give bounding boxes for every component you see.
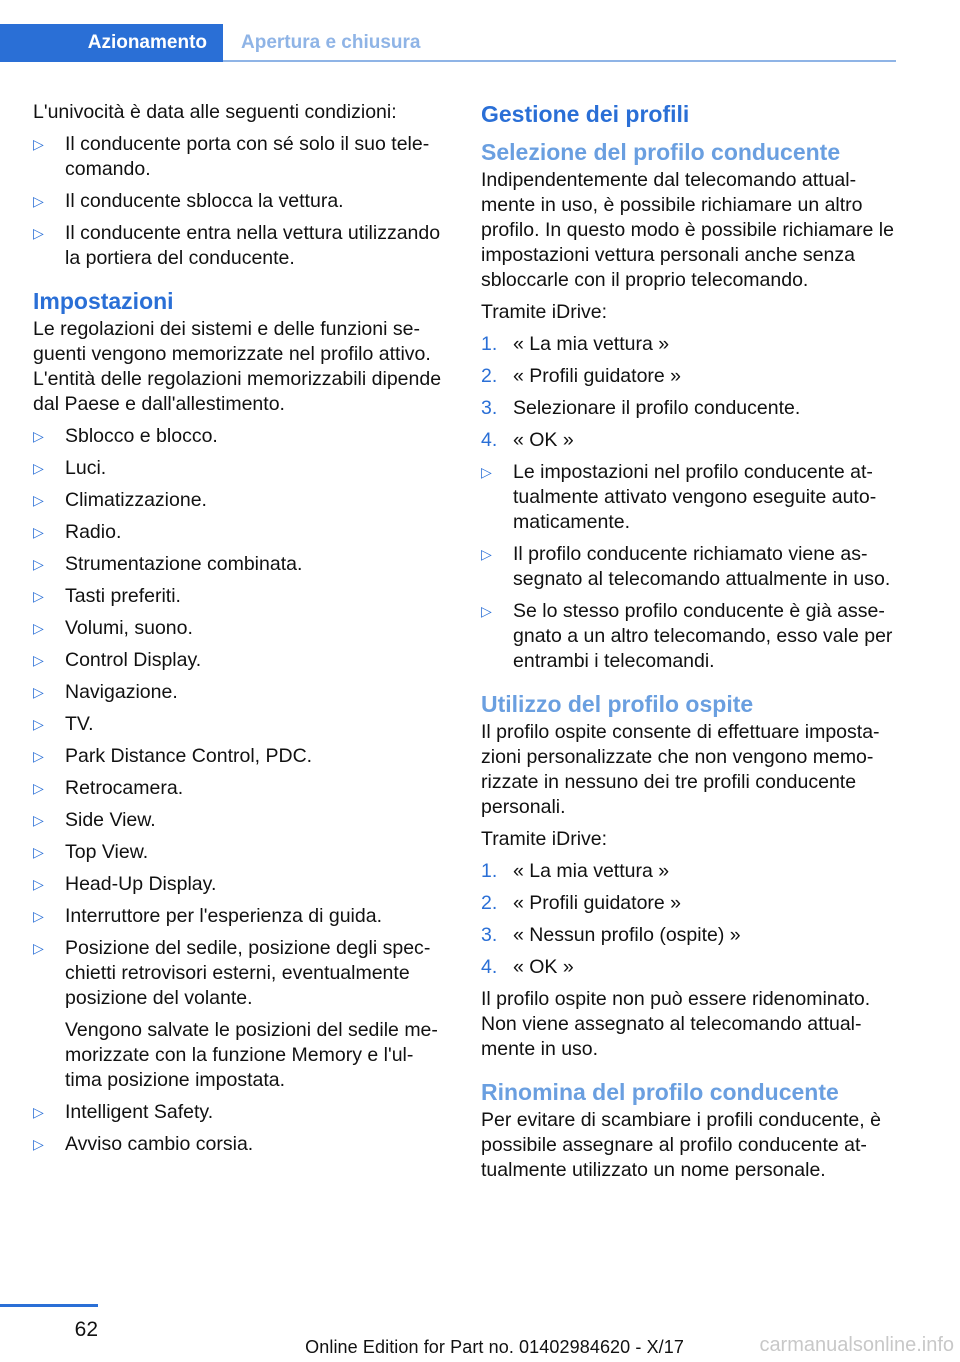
steps-list (481, 332, 897, 453)
list-item: ▷ Il conducente porta con sé solo il suo telecomando. (33, 133, 430, 180)
seat-subtext: Vengono salvate le posizioni del sedile memorizzate con la funzione Memory e l'ultima posizione impostata. (65, 1019, 438, 1091)
list-item: ▷ Luci. (33, 457, 107, 479)
step-number: 1. (481, 333, 498, 355)
list-item: ▷ Il conducente sblocca la vettura. (33, 190, 344, 212)
list-item: ▷ Intelligent Safety. (33, 1101, 214, 1123)
watermark: carmanualsonline.info (759, 1334, 954, 1356)
triangle-bullet-icon: ▷ (33, 716, 44, 732)
list-item: 4. « OK » (481, 429, 574, 451)
step-number: 3. (481, 397, 498, 419)
impostazioni-heading: Impostazioni (33, 288, 174, 314)
notes-list (481, 460, 897, 674)
list-item: 3. « Nessun profilo (ospite) » (481, 924, 741, 946)
list-item: 2. « Profili guidatore » (481, 365, 682, 387)
selezione-heading: Selezione del profilo conducente (481, 139, 841, 165)
tab-azionamento[interactable]: Azionamento (0, 24, 223, 62)
triangle-bullet-icon: ▷ (33, 876, 44, 892)
rinomina-heading: Rinomina del profilo conducente (481, 1079, 839, 1105)
triangle-bullet-icon: ▷ (481, 603, 492, 619)
rinomina-text: Per evitare di scambiare i profili conducente, è possibile assegnare al profilo conducente attualmente utilizzato un nome personale. (481, 1109, 881, 1181)
triangle-bullet-icon: ▷ (33, 225, 44, 241)
triangle-bullet-icon: ▷ (33, 652, 44, 668)
left-column (33, 100, 443, 1171)
triangle-bullet-icon: ▷ (33, 524, 44, 540)
list-item: ▷ Climatizzazione. (33, 489, 207, 511)
gestione-heading: Gestione dei profili (481, 101, 690, 127)
list-item: ▷ Interruttore per l'esperienza di guida. (33, 905, 382, 927)
step-number: 2. (481, 365, 498, 387)
header-bar (0, 24, 896, 62)
header-underline (223, 60, 896, 62)
edition-text: Online Edition for Part no. 01402984620 - X/17 (305, 1337, 684, 1357)
list-item: ▷ Sblocco e blocco. (33, 425, 218, 447)
tramite-label: Tramite iDrive: (481, 301, 608, 323)
list-item: ▷ Park Distance Control, PDC. (33, 745, 313, 767)
impostazioni-text: Le regolazioni dei sistemi e delle funzioni seguenti vengono memorizzate nel profilo attivo. L'entità delle regolazioni memorizzabili dipende dal Paese e dall'allestimento. (33, 318, 442, 415)
triangle-bullet-icon: ▷ (33, 193, 44, 209)
ospite-text: Il profilo ospite consente di effettuare impostazioni personalizzate che non vengono memorizzate in nessuno dei tre profili conducente personali. (481, 721, 880, 818)
list-item: ▷ Se lo stesso profilo conducente è già assegnato a un altro telecomando, esso vale per entrambi i telecomandi. (481, 600, 893, 672)
list-item: ▷ Posizione del sedile, posizione degli specchietti retrovisori esterni, eventualmente posizione del volante. Vengono salvate le posizioni del sedile memorizzate con la funzione Memory e l'ultima posizione impostata. (33, 936, 443, 1093)
triangle-bullet-icon: ▷ (33, 940, 44, 956)
triangle-bullet-icon: ▷ (33, 492, 44, 508)
list-item: ▷ Le impostazioni nel profilo conducente attualmente attivato vengono eseguite automaticamente. (481, 461, 877, 533)
tab-apertura-chiusura[interactable]: Apertura e chiusura (241, 32, 421, 53)
step-number: 2. (481, 892, 498, 914)
triangle-bullet-icon: ▷ (481, 546, 492, 562)
list-item: ▷ Control Display. (33, 649, 202, 671)
page-number: 62 (74, 1318, 98, 1341)
triangle-bullet-icon: ▷ (33, 684, 44, 700)
list-item: ▷ TV. (33, 713, 94, 735)
footer-line (0, 1304, 98, 1307)
list-item: ▷ Top View. (33, 841, 149, 863)
settings-list (33, 424, 443, 1157)
list-item: 1. « La mia vettura » (481, 860, 670, 882)
triangle-bullet-icon: ▷ (33, 748, 44, 764)
list-item: ▷ Navigazione. (33, 681, 178, 703)
triangle-bullet-icon: ▷ (33, 588, 44, 604)
list-item: ▷ Tasti preferiti. (33, 585, 181, 607)
triangle-bullet-icon: ▷ (33, 556, 44, 572)
list-item: 4. « OK » (481, 956, 574, 978)
intro-text: L'univocità è data alle seguenti condizioni: (33, 101, 397, 123)
triangle-bullet-icon: ▷ (33, 908, 44, 924)
list-item: ▷ Volumi, suono. (33, 617, 193, 639)
list-item: ▷ Il profilo conducente richiamato viene assegnato al telecomando attualmente in uso. (481, 543, 891, 590)
list-item: ▷ Radio. (33, 521, 122, 543)
triangle-bullet-icon: ▷ (33, 844, 44, 860)
triangle-bullet-icon: ▷ (33, 1136, 44, 1152)
triangle-bullet-icon: ▷ (33, 812, 44, 828)
ospite-heading: Utilizzo del profilo ospite (481, 691, 754, 717)
list-item: ▷ Strumentazione combinata. (33, 553, 303, 575)
step-number: 1. (481, 860, 498, 882)
list-item: ▷ Avviso cambio corsia. (33, 1133, 254, 1155)
conditions-list (33, 132, 443, 271)
list-item: 2. « Profili guidatore » (481, 892, 682, 914)
triangle-bullet-icon: ▷ (33, 620, 44, 636)
step-number: 3. (481, 924, 498, 946)
triangle-bullet-icon: ▷ (33, 460, 44, 476)
right-column (481, 100, 897, 1190)
ospite-note: Il profilo ospite non può essere ridenominato. Non viene assegnato al telecomando attualmente in uso. (481, 988, 871, 1060)
triangle-bullet-icon: ▷ (33, 780, 44, 796)
list-item: ▷ Head-Up Display. (33, 873, 217, 895)
list-item: ▷ Side View. (33, 809, 156, 831)
triangle-bullet-icon: ▷ (33, 428, 44, 444)
step-number: 4. (481, 429, 498, 451)
selezione-text: Indipendentemente dal telecomando attualmente in uso, è possibile richiamare un altro profilo. In questo modo è possibile richiamare le impostazioni vettura personali anche senza sbloccarle con il proprio telecomando. (481, 169, 894, 291)
list-item: ▷ Retrocamera. (33, 777, 184, 799)
triangle-bullet-icon: ▷ (33, 1104, 44, 1120)
steps-list-2 (481, 859, 897, 980)
triangle-bullet-icon: ▷ (481, 464, 492, 480)
list-item: 3. Selezionare il profilo conducente. (481, 397, 801, 419)
list-item: 1. « La mia vettura » (481, 333, 670, 355)
triangle-bullet-icon: ▷ (33, 136, 44, 152)
step-number: 4. (481, 956, 498, 978)
tramite-label-2: Tramite iDrive: (481, 828, 608, 850)
list-item: ▷ Il conducente entra nella vettura utilizzando la portiera del conducente. (33, 222, 441, 269)
